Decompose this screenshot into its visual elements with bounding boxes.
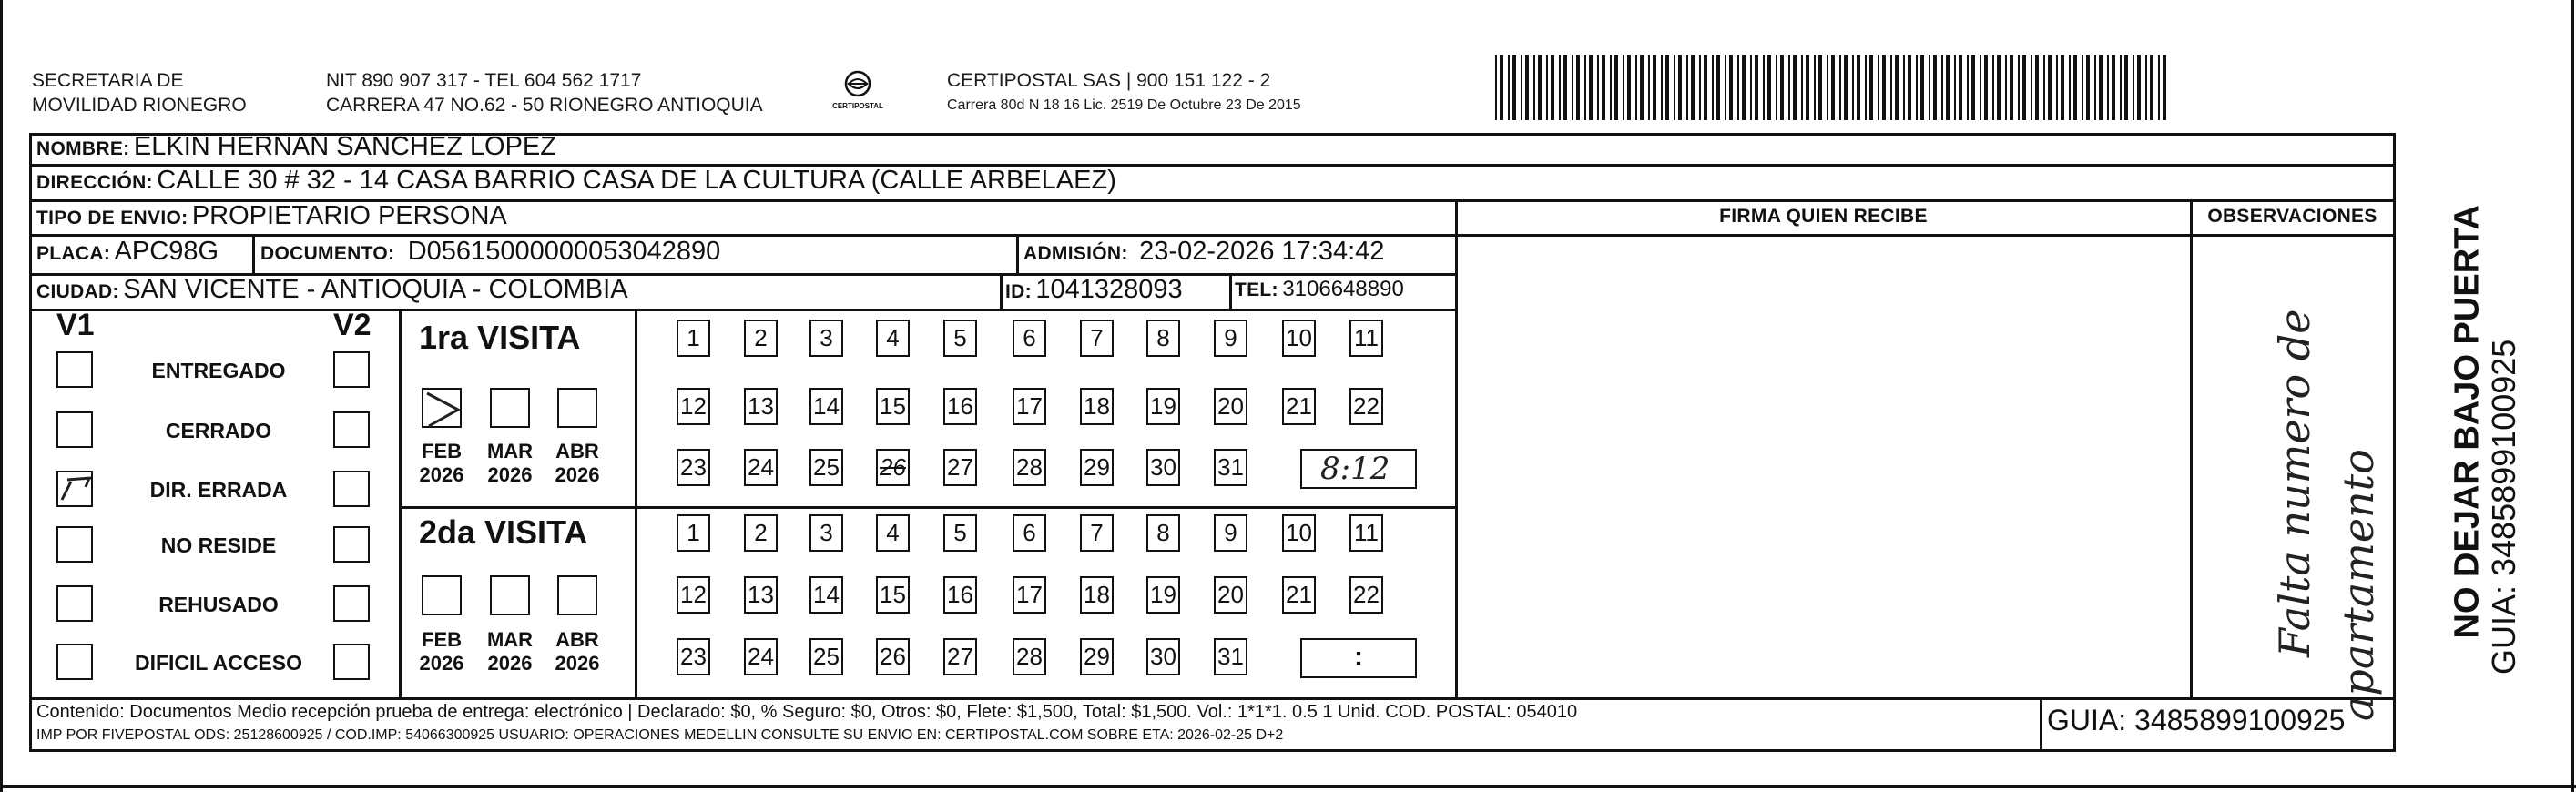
tipo-value: PROPIETARIO PERSONA (191, 201, 507, 230)
obs-line-2: apartamento (2334, 449, 2383, 721)
visit1-month-box-0[interactable] (422, 388, 462, 428)
barcode-bar (2018, 55, 2020, 120)
admision-label: ADMISIÓN: (1023, 243, 1128, 264)
visit2-month-label-2 (545, 628, 609, 675)
status-label-2: DIR. ERRADA (149, 478, 288, 502)
status-label-5: DIFICIL ACCESO (134, 651, 302, 675)
page-border-left (0, 0, 3, 792)
time-box-first[interactable] (1300, 449, 1417, 489)
visit2-day-8[interactable]: 8 (1146, 514, 1180, 552)
month-name: MAR (486, 628, 534, 651)
visit1-day-21[interactable]: 21 (1282, 388, 1316, 425)
barcode-bar (1623, 55, 1624, 120)
side-guia: GUIA: 3485899100925 (2485, 339, 2522, 675)
visit1-day-12[interactable]: 12 (677, 388, 710, 425)
visit1-day-28[interactable]: 28 (1013, 449, 1046, 486)
month-year: 2026 (419, 463, 464, 486)
grid-placa-split (252, 234, 255, 274)
page-border-bottom (0, 785, 2576, 788)
v1-check-mark-icon (58, 472, 95, 509)
v1-checkbox-2[interactable] (56, 471, 93, 507)
barcode-bar (1576, 55, 1580, 120)
tel-value: 3106648890 (1282, 277, 1404, 301)
visit1-day-1[interactable]: 1 (677, 320, 710, 357)
visit1-day-14[interactable]: 14 (809, 388, 843, 425)
barcode-bar (2069, 55, 2071, 120)
documento-value: D05615000000053042890 (407, 237, 721, 266)
barcode-bar (1865, 55, 1867, 120)
nit-block (326, 68, 763, 117)
visit1-day-11[interactable]: 11 (1349, 320, 1383, 357)
visit2-day-22[interactable]: 22 (1349, 576, 1383, 614)
month-year: 2026 (487, 652, 533, 675)
visit2-day-23[interactable]: 23 (677, 638, 710, 675)
barcode-bar (1512, 55, 1516, 120)
visit1-month-label-2 (545, 440, 609, 487)
visit1-day-18[interactable]: 18 (1080, 388, 1114, 425)
grid-second-visit (399, 506, 1458, 509)
visit1-day-5[interactable]: 5 (943, 320, 977, 357)
visit1-day-20[interactable]: 20 (1214, 388, 1247, 425)
barcode-bar (1674, 55, 1675, 120)
visit1-day-7[interactable]: 7 (1080, 320, 1114, 357)
direccion-label: DIRECCIÓN: (36, 172, 153, 193)
barcode-bar (1755, 55, 1758, 120)
barcode-bar (1908, 55, 1911, 120)
barcode-bar (1793, 55, 1797, 120)
visit2-day-12[interactable]: 12 (677, 576, 710, 614)
month-name: MAR (486, 440, 534, 462)
barcode-icon (1495, 55, 2167, 120)
barcode-bar (1712, 55, 1714, 120)
barcode-bar (1992, 55, 1994, 120)
visit1-month-label-1 (478, 440, 542, 487)
nombre-row (36, 132, 556, 165)
barcode-bar (1661, 55, 1663, 120)
month-name: FEB (422, 440, 462, 462)
v1-checkbox-1[interactable] (56, 411, 93, 448)
ciudad-row (36, 275, 628, 305)
id-label: ID: (1005, 281, 1032, 302)
license-line: Carrera 80d N 18 16 Lic. 2519 De Octubre 23 De 2015 (947, 97, 1301, 113)
barcode-bar (1495, 55, 1497, 120)
direccion-value: CALLE 30 # 32 - 14 CASA BARRIO CASA DE LA CULTURA (CALLE ARBELAEZ) (157, 166, 1116, 195)
grid-tel-split (1229, 273, 1232, 310)
v1-checkbox-5[interactable] (56, 644, 93, 680)
barcode-bar (1857, 55, 1860, 120)
barcode-bar (1572, 55, 1573, 120)
page-border-right (2571, 0, 2574, 792)
v2-checkbox-5[interactable] (333, 644, 370, 680)
barcode-bar (1691, 55, 1695, 120)
visit1-day-10[interactable]: 10 (1282, 320, 1316, 357)
barcode-bar (1716, 55, 1720, 120)
entity-line-2: MOVILIDAD RIONEGRO (32, 95, 247, 116)
visit2-day-29[interactable]: 29 (1080, 638, 1114, 675)
barcode-bar (1627, 55, 1631, 120)
barcode-bar (2035, 55, 2039, 120)
barcode-bar (1941, 55, 1943, 120)
visit1-day-31[interactable]: 31 (1214, 449, 1247, 486)
v1-checkbox-4[interactable] (56, 585, 93, 622)
visit2-day-3[interactable]: 3 (809, 514, 843, 552)
visit1-day-4[interactable]: 4 (876, 320, 910, 357)
visit1-day-25[interactable]: 25 (809, 449, 843, 486)
barcode-bar (1686, 55, 1688, 120)
time-colon: : (1354, 642, 1363, 672)
visit1-day-2[interactable]: 2 (744, 320, 778, 357)
barcode-bar (1946, 55, 1950, 120)
visit2-day-20[interactable]: 20 (1214, 576, 1247, 614)
admision-row (1023, 237, 1384, 267)
grid-obs-left (2190, 199, 2193, 698)
visit1-day-15[interactable]: 15 (876, 388, 910, 425)
visit1-day-3[interactable]: 3 (809, 320, 843, 357)
second-visit-title: 2da VISITA (419, 513, 588, 551)
barcode-bar (1602, 55, 1605, 120)
placa-label: PLACA: (36, 243, 111, 264)
visit2-month-label-0 (410, 628, 473, 675)
visit1-day-22[interactable]: 22 (1349, 388, 1383, 425)
barcode-bar (1980, 55, 1981, 120)
barcode-bar (1597, 55, 1599, 120)
barcode-bar (1801, 55, 1803, 120)
barcode-bar (2107, 55, 2109, 120)
v2-checkbox-4[interactable] (333, 585, 370, 622)
barcode-bar (1508, 55, 1510, 120)
visit1-day-23[interactable]: 23 (677, 449, 710, 486)
footer-line-1: Contenido: Documentos Medio recepción prueba de entrega: electrónico | Declarado: $0, % Seguro: $0, Otros: $0, Flete: $1,500, Total: $1,500. Vol.: 1*1*1. 0.5 1 Unid. COD. POSTAL: 054010 (36, 702, 1578, 722)
barcode-bar (1551, 55, 1554, 120)
grid-firma-left (1455, 199, 1458, 698)
status-label-1: CERRADO (165, 419, 272, 442)
placa-value: APC98G (114, 237, 219, 266)
visit1-day-19[interactable]: 19 (1146, 388, 1180, 425)
barcode-bar (1933, 55, 1937, 120)
visit2-month-box-2[interactable] (557, 575, 597, 615)
visit2-day-27[interactable]: 27 (943, 638, 977, 675)
firma-label: FIRMA QUIEN RECIBE (1719, 206, 1928, 227)
visit2-day-4[interactable]: 4 (876, 514, 910, 552)
visit1-day-24[interactable]: 24 (744, 449, 778, 486)
month-year: 2026 (555, 652, 600, 675)
entity-line-1: SECRETARIA DE (32, 70, 184, 91)
barcode-bar (1559, 55, 1561, 120)
tel-row (1235, 277, 1404, 302)
grid-right (2393, 133, 2396, 750)
barcode-bar (1648, 55, 1650, 120)
barcode-bar (1916, 55, 1918, 120)
barcode-bar (1844, 55, 1848, 120)
v2-checkbox-1[interactable] (333, 411, 370, 448)
v2-checkbox-0[interactable] (333, 351, 370, 388)
visit2-day-14[interactable]: 14 (809, 576, 843, 614)
barcode-bar (1635, 55, 1637, 120)
entity-name (32, 68, 247, 117)
visit2-day-7[interactable]: 7 (1080, 514, 1114, 552)
company-line: CERTIPOSTAL SAS | 900 151 122 - 2 (947, 70, 1271, 91)
barcode-bar (1614, 55, 1618, 120)
barcode-bar (1997, 55, 2001, 120)
admision-value: 23-02-2026 17:34:42 (1139, 237, 1385, 266)
barcode-bar (2112, 55, 2115, 120)
visit1-day-16[interactable]: 16 (943, 388, 977, 425)
barcode-bar (1589, 55, 1593, 120)
footer-line-2: IMP POR FIVEPOSTAL ODS: 25128600925 / COD.IMP: 54066300925 USUARIO: OPERACIONES MEDELLIN CONSULTE SU ENVIO EN: CERTIPOSTAL.COM SOBRE ETA: 2026-02-25 D+2 (36, 727, 1284, 743)
v2-label: V2 (333, 308, 372, 342)
grid-days-split (635, 309, 637, 698)
barcode-bar (2073, 55, 2077, 120)
v2-checkbox-3[interactable] (333, 526, 370, 563)
visit2-day-31[interactable]: 31 (1214, 638, 1247, 675)
barcode-bar (2133, 55, 2134, 120)
barcode-bar (1818, 55, 1822, 120)
visit2-day-16[interactable]: 16 (943, 576, 977, 614)
month-name: ABR (555, 440, 599, 462)
grid-left (29, 133, 32, 750)
barcode-bar (1533, 55, 1535, 120)
direccion-row (36, 166, 1116, 196)
visit2-day-30[interactable]: 30 (1146, 638, 1180, 675)
visit2-day-24[interactable]: 24 (744, 638, 778, 675)
visit2-day-6[interactable]: 6 (1013, 514, 1046, 552)
feb-check-mark-icon (423, 390, 463, 430)
barcode-bar (1653, 55, 1656, 120)
barcode-bar (1827, 55, 1828, 120)
barcode-bar (1525, 55, 1529, 120)
tel-label: TEL: (1235, 279, 1278, 300)
barcode-bar (1538, 55, 1542, 120)
status-label-4: REHUSADO (158, 593, 279, 616)
visit2-day-19[interactable]: 19 (1146, 576, 1180, 614)
month-name: ABR (555, 628, 599, 651)
grid-status-split (399, 309, 402, 698)
nit-line: NIT 890 907 317 - TEL 604 562 1717 (326, 70, 642, 91)
obs-line-1: Falta numero de (2270, 309, 2319, 657)
footer-info (36, 701, 2036, 746)
visit2-day-15[interactable]: 15 (876, 576, 910, 614)
barcode-bar (1967, 55, 1969, 120)
barcode-bar (2120, 55, 2122, 120)
visit2-month-label-1 (478, 628, 542, 675)
grid-admision-split (1016, 234, 1019, 274)
visit1-day-27[interactable]: 27 (943, 449, 977, 486)
barcode-bar (1610, 55, 1612, 120)
visit2-day-9[interactable]: 9 (1214, 514, 1247, 552)
id-value: 1041328093 (1035, 275, 1183, 304)
barcode-bar (1750, 55, 1752, 120)
visit1-month-label-0 (410, 440, 473, 487)
id-row (1005, 275, 1183, 305)
barcode-bar (2056, 55, 2058, 120)
barcode-bar (1839, 55, 1841, 120)
grid-footer-guia-split (2040, 697, 2042, 750)
barcode-bar (1763, 55, 1765, 120)
barcode-bar (1814, 55, 1816, 120)
visit1-day-9[interactable]: 9 (1214, 320, 1247, 357)
nombre-value: ELKIN HERNAN SANCHEZ LOPEZ (133, 132, 556, 161)
barcode-bar (1546, 55, 1548, 120)
visit1-day-6[interactable]: 6 (1013, 320, 1046, 357)
barcode (1495, 55, 2167, 120)
first-visit-title: 1ra VISITA (419, 319, 581, 356)
barcode-bar (1831, 55, 1835, 120)
barcode-bar (1665, 55, 1669, 120)
logo-text: CERTIPOSTAL (832, 102, 883, 110)
status-label-3: NO RESIDE (160, 533, 277, 557)
visit2-month-box-1[interactable] (490, 575, 530, 615)
visit2-day-21[interactable]: 21 (1282, 576, 1316, 614)
month-year: 2026 (419, 652, 464, 675)
grid-id-split (1000, 273, 1003, 310)
barcode-bar (1878, 55, 1879, 120)
month-name: FEB (422, 628, 462, 651)
company-block (947, 68, 1301, 115)
v1-checkbox-0[interactable] (56, 351, 93, 388)
barcode-bar (2086, 55, 2090, 120)
grid-row5 (29, 309, 1458, 311)
barcode-bar (2010, 55, 2013, 120)
barcode-bar (2158, 55, 2160, 120)
barcode-bar (1521, 55, 1522, 120)
handwritten-time: 8:12 (1320, 451, 1390, 487)
barcode-bar (2163, 55, 2166, 120)
barcode-bar (2022, 55, 2026, 120)
barcode-bar (1869, 55, 1873, 120)
visit1-day-13[interactable]: 13 (744, 388, 778, 425)
v1-label: V1 (56, 308, 95, 342)
visit2-month-box-0[interactable] (422, 575, 462, 615)
barcode-bar (1500, 55, 1503, 120)
barcode-bar (1806, 55, 1809, 120)
visit1-day-17[interactable]: 17 (1013, 388, 1046, 425)
barcode-bar (1890, 55, 1892, 120)
barcode-bar (1971, 55, 1975, 120)
visit1-month-box-1[interactable] (490, 388, 530, 428)
tipo-row (36, 201, 507, 231)
barcode-bar (1742, 55, 1746, 120)
barcode-bar (1852, 55, 1854, 120)
visit2-day-13[interactable]: 13 (744, 576, 778, 614)
barcode-bar (2099, 55, 2103, 120)
barcode-bar (1699, 55, 1701, 120)
barcode-bar (1895, 55, 1899, 120)
time-box-second[interactable] (1300, 638, 1417, 678)
month-year: 2026 (487, 463, 533, 486)
barcode-bar (1725, 55, 1726, 120)
visit1-day-29[interactable]: 29 (1080, 449, 1114, 486)
barcode-bar (2145, 55, 2147, 120)
barcode-bar (2043, 55, 2045, 120)
barcode-bar (1788, 55, 1790, 120)
barcode-bar (1882, 55, 1886, 120)
ciudad-value: SAN VICENTE - ANTIOQUIA - COLOMBIA (123, 275, 628, 304)
side-warning: NO DEJAR BAJO PUERTA (2448, 205, 2487, 639)
barcode-bar (2082, 55, 2083, 120)
barcode-bar (1959, 55, 1962, 120)
barcode-bar (2094, 55, 2096, 120)
barcode-bar (1563, 55, 1567, 120)
barcode-bar (1780, 55, 1784, 120)
barcode-bar (1729, 55, 1733, 120)
barcode-bar (1737, 55, 1739, 120)
certipostal-logo (830, 67, 885, 115)
visit2-day-10[interactable]: 10 (1282, 514, 1316, 552)
visit1-day-26[interactable]: 26 (876, 449, 910, 486)
barcode-bar (2031, 55, 2032, 120)
barcode-bar (1776, 55, 1777, 120)
barcode-bar (1640, 55, 1644, 120)
barcode-bar (2150, 55, 2153, 120)
visit2-day-18[interactable]: 18 (1080, 576, 1114, 614)
placa-row (36, 237, 219, 267)
visit2-day-1[interactable]: 1 (677, 514, 710, 552)
documento-label: DOCUMENTO: (260, 243, 395, 264)
visit2-day-5[interactable]: 5 (943, 514, 977, 552)
observaciones-label: OBSERVACIONES (2207, 206, 2377, 227)
v1-checkbox-3[interactable] (56, 526, 93, 563)
visit2-day-28[interactable]: 28 (1013, 638, 1046, 675)
barcode-bar (1984, 55, 1988, 120)
visit2-day-2[interactable]: 2 (744, 514, 778, 552)
documento-row (260, 237, 720, 267)
barcode-bar (1678, 55, 1682, 120)
visit1-day-8[interactable]: 8 (1146, 320, 1180, 357)
visit2-day-25[interactable]: 25 (809, 638, 843, 675)
visit1-day-30[interactable]: 30 (1146, 449, 1180, 486)
footer-guia: GUIA: 3485899100925 (2047, 704, 2346, 736)
barcode-bar (1929, 55, 1930, 120)
barcode-bar (2137, 55, 2141, 120)
barcode-bar (1954, 55, 1956, 120)
barcode-bar (2124, 55, 2128, 120)
visit2-day-26[interactable]: 26 (876, 638, 910, 675)
visit2-day-17[interactable]: 17 (1013, 576, 1046, 614)
address-line: CARRERA 47 NO.62 - 50 RIONEGRO ANTIOQUIA (326, 95, 763, 116)
v2-checkbox-2[interactable] (333, 471, 370, 507)
barcode-bar (1903, 55, 1905, 120)
month-year: 2026 (555, 463, 600, 486)
nombre-label: NOMBRE: (36, 138, 130, 159)
ciudad-label: CIUDAD: (36, 281, 119, 302)
visit1-month-box-2[interactable] (557, 388, 597, 428)
barcode-bar (2048, 55, 2052, 120)
barcode-bar (2061, 55, 2064, 120)
barcode-bar (1584, 55, 1586, 120)
status-label-0: ENTREGADO (151, 359, 286, 382)
barcode-bar (2005, 55, 2007, 120)
barcode-bar (1767, 55, 1771, 120)
barcode-bar (1704, 55, 1707, 120)
visit2-day-11[interactable]: 11 (1349, 514, 1383, 552)
barcode-bar (1920, 55, 1924, 120)
tipo-label: TIPO DE ENVIO: (36, 208, 188, 228)
